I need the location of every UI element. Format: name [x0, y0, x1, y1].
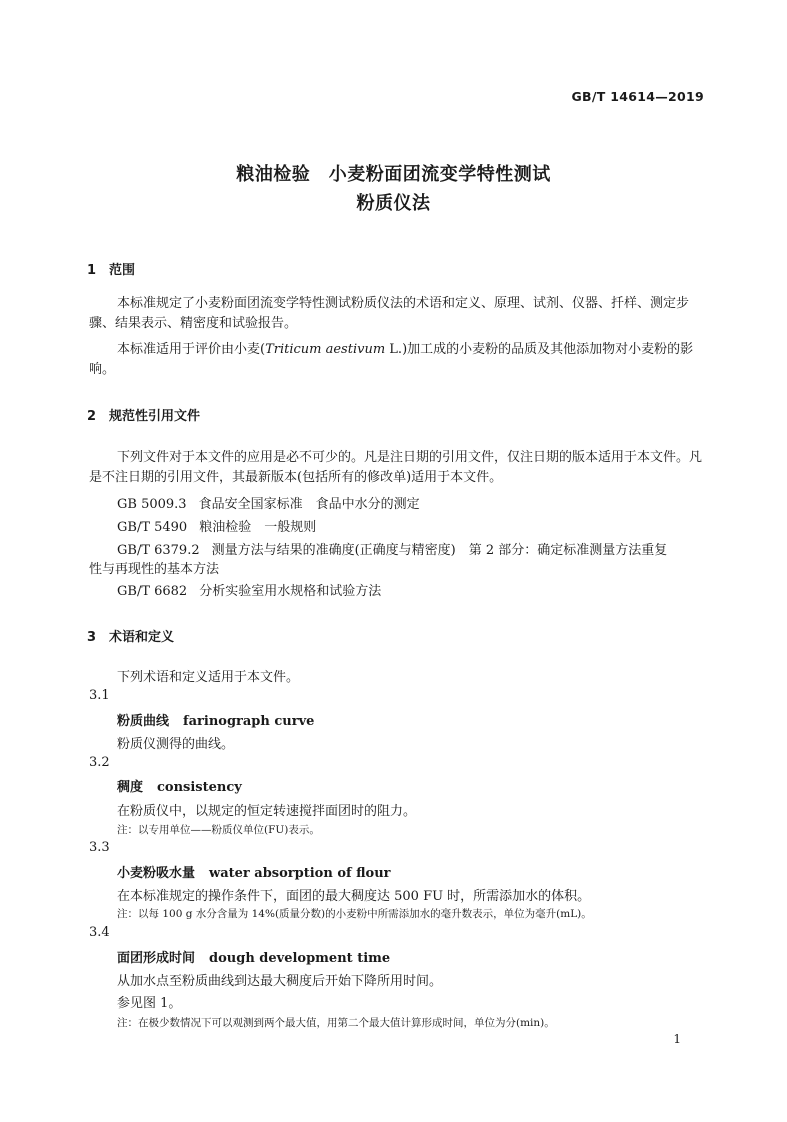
term-number: 3.2: [89, 755, 110, 770]
section-title: 范围: [109, 263, 136, 278]
term-zh: 面团形成时间: [117, 951, 196, 966]
term-heading: [117, 862, 391, 881]
term-number: 3.1: [89, 688, 110, 703]
term-note: 注：在极少数情况下可以观测到两个最大值，用第二个最大值计算形成时间，单位为分(min)。: [117, 1017, 555, 1029]
term-zh: 粉质曲线: [117, 714, 170, 729]
reference-title: 粮油检验 一般规则: [199, 520, 317, 535]
standard-code: GB/T 14614—2019: [571, 89, 704, 104]
document-title-line1: 粮油检验 小麦粉面团流变学特性测试: [236, 164, 551, 185]
term-zh: 小麦粉吸水量: [117, 866, 196, 881]
section-2-paragraph-1: 下列文件对于本文件的应用是必不可少的。凡是注日期的引用文件，仅注日期的版本适用于本文件。凡是不注日期的引用文件，其最新版本(包括所有的修改单)适用于本文件。: [89, 450, 703, 485]
term-definition: 粉质仪测得的曲线。: [117, 737, 235, 752]
section-3-heading: [87, 626, 174, 645]
reference-title: 食品安全国家标准 食品中水分的测定: [198, 497, 420, 512]
reference-title: 测量方法与结果的准确度(正确度与精密度) 第 2 部分：确定标准测量方法重复: [211, 543, 668, 558]
reference-title: 分析实验室用水规格和试验方法: [199, 584, 382, 599]
section-2-heading: [87, 405, 200, 424]
reference-code: GB/T 6682: [117, 584, 188, 599]
term-en: dough development time: [209, 951, 391, 966]
term-definition: 从加水点至粉质曲线到达最大稠度后开始下降所用时间。: [117, 974, 443, 989]
term-definition-see-figure: 参见图 1。: [117, 996, 182, 1011]
reference-item: [117, 493, 420, 512]
section-3-intro: 下列术语和定义适用于本文件。: [117, 670, 300, 685]
species-name: Triticum aestivum: [265, 342, 386, 357]
section-number: 2: [87, 409, 97, 424]
term-heading: [117, 710, 314, 729]
section-1-paragraph-1: 本标准规定了小麦粉面团流变学特性测试粉质仪法的术语和定义、原理、试剂、仪器、扦样、测定步骤、结果表示、精密度和试验报告。: [89, 296, 690, 331]
term-note: 注：以专用单位——粉质仪单位(FU)表示。: [117, 824, 320, 836]
term-definition: 在粉质仪中，以规定的恒定转速搅拌面团时的阻力。: [117, 804, 417, 819]
term-heading: [117, 947, 390, 966]
reference-code: GB 5009.3: [117, 497, 187, 512]
term-number: 3.3: [89, 840, 110, 855]
reference-code: GB/T 5490: [117, 520, 188, 535]
section-title: 术语和定义: [109, 630, 175, 645]
term-zh: 稠度: [117, 780, 144, 795]
paragraph-text: L.)加工成的小麦粉的品质及其他添加物对小麦粉的影响。: [89, 342, 694, 377]
reference-item: [117, 580, 381, 599]
term-number: 3.4: [89, 925, 110, 940]
reference-item: [117, 516, 316, 535]
term-en: water absorption of flour: [209, 866, 391, 881]
reference-item: [117, 539, 667, 558]
reference-item-continuation: 性与再现性的基本方法: [89, 562, 220, 577]
section-title: 规范性引用文件: [109, 409, 201, 424]
paragraph-text: 本标准适用于评价由小麦(: [117, 342, 266, 357]
term-heading: [117, 776, 242, 795]
reference-code: GB/T 6379.2: [117, 543, 200, 558]
section-number: 1: [87, 263, 97, 278]
term-definition: 在本标准规定的操作条件下，面团的最大稠度达 500 FU 时，所需添加水的体积。: [117, 889, 591, 904]
document-title-line2: 粉质仪法: [356, 193, 431, 214]
page-number: 1: [673, 1032, 681, 1046]
term-en: farinograph curve: [183, 714, 315, 729]
section-1-paragraph-2: [89, 340, 710, 380]
term-note: 注：以每 100 g 水分含量为 14%(质量分数)的小麦粉中所需添加水的毫升数表示，单位为毫升(mL)。: [117, 908, 592, 920]
term-en: consistency: [157, 780, 242, 795]
section-1-heading: [87, 259, 135, 278]
section-number: 3: [87, 630, 97, 645]
